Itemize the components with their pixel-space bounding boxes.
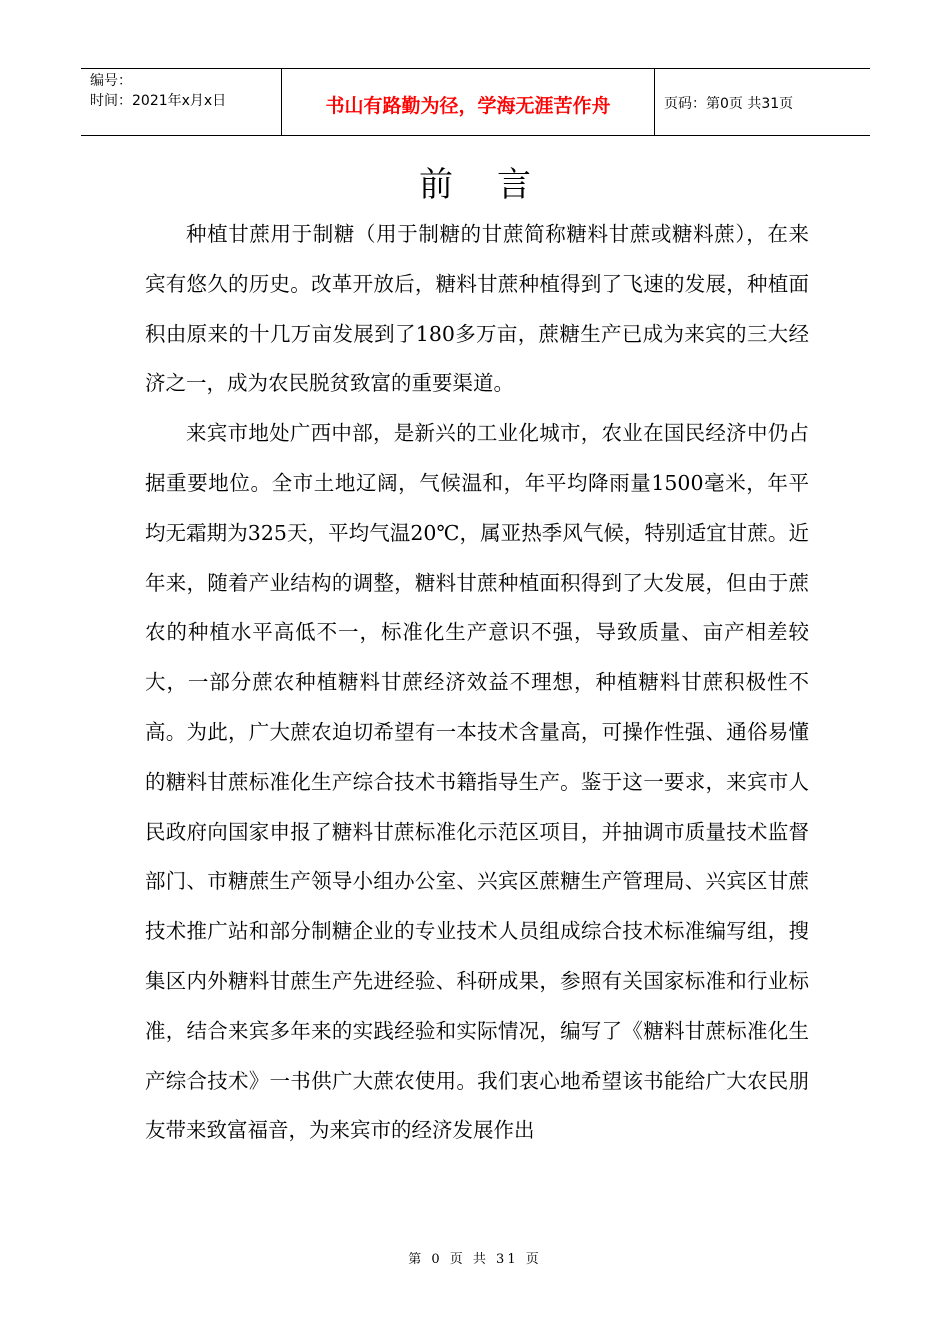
motto-text: 书山有路勤为径，学海无涯苦作舟 — [325, 94, 611, 117]
page-title: 前言 — [419, 165, 575, 205]
paragraph-1: 种植甘蔗用于制糖（用于制糖的甘蔗简称糖料甘蔗或糖料蔗），在来宾有悠久的历史。改革开放后，糖料甘蔗种植得到了飞速的发展，种植面积由原来的十几万亩发展到了180多万亩，蔗糖生产已成为来宾的三大经济之一，成为农民脱贫致富的重要渠道。 — [145, 222, 809, 396]
page-code-label: 页码：第0页 共31页 — [664, 96, 794, 112]
paragraph-2: 来宾市地处广西中部，是新兴的工业化城市，农业在国民经济中仍占据重要地位。全市土地辽阔，气候温和，年平均降雨量1500毫米，年平均无霜期为325天，平均气温20℃，属亚热季风气候，特别适宜甘蔗。近年来，随着产业结构的调整，糖料甘蔗种植面积得到了大发展，但由于蔗农的种植水平高低不一，标准化生产意识不强，导致质量、亩产相差较大，一部分蔗农种植糖料甘蔗经济效益不理想，种植糖料甘蔗积极性不高。为此，广大蔗农迫切希望有一本技术含量高，可操作性强、通俗易懂的糖料甘蔗标准化生产综合技术书籍指导生产。鉴于这一要求，来宾市人民政府向国家申报了糖料甘蔗标准化示范区项目，并抽调市质量技术监督部门、市糖蔗生产领导小组办公室、兴宾区蔗糖生产管理局、兴宾区甘蔗技术推广站和部分制糖企业的专业技术人员组成综合技术标准编写组，搜集区内外糖料甘蔗生产先进经验、科研成果，参照有关国家标准和行业标准，结合来宾多年来的实践经验和实际情况，编写了《糖料甘蔗标准化生产综合技术》一书供广大蔗农使用。我们衷心地希望该书能给广大农民朋友带来致富福音，为来宾市的经济发展作出 — [145, 421, 809, 1143]
header-meta-cell — [81, 69, 282, 135]
date-label: 时间：2021年x月x日 — [90, 93, 227, 109]
page-footer: 第 0 页 共 31 页 — [408, 1252, 542, 1267]
serial-number-label: 编号： — [90, 73, 132, 89]
document-body — [145, 210, 809, 1156]
document-header — [81, 68, 870, 136]
header-motto-cell — [282, 69, 655, 135]
header-page-cell — [655, 69, 870, 135]
